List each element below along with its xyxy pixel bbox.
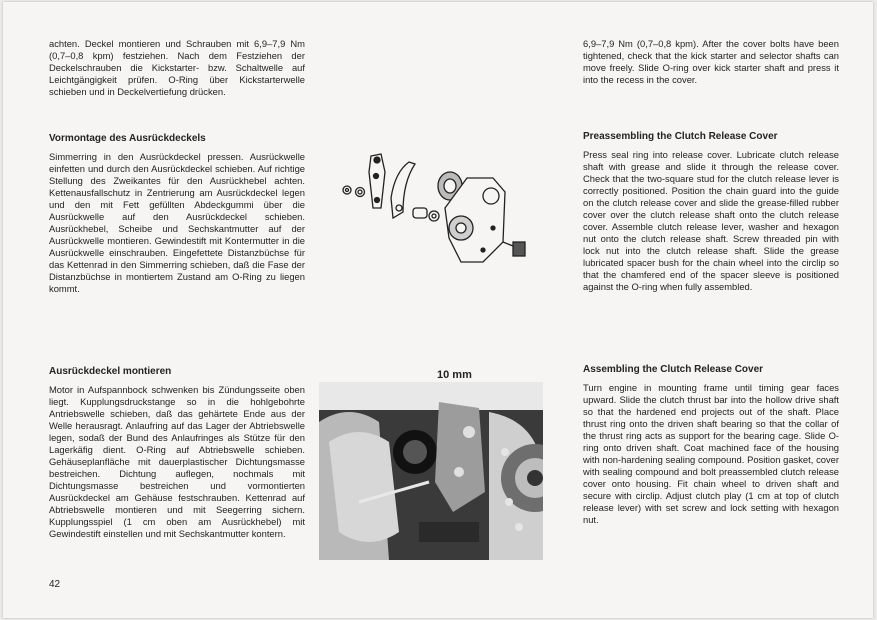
right-section-assembling	[583, 363, 839, 526]
left-intro	[49, 38, 305, 98]
right-section1-title: Preassembling the Clutch Release Cover	[583, 131, 778, 142]
left-section1-body: Simmerring in den Ausrückdeckel pressen. Ausrückwelle einfetten und durch den Ausrückdeckel schieben. Auf richtige Stellung des Zweikantes für den Ausrückhebel achten. Kettenausfallschutz in Zentrierung am Ausrückdeckel legen und den mit Fett gefüllten Abdeckgummi über die Ausrückwelle auf den Ausrückdeckel schieben. Ausrückhebel, Scheibe und Sechskantmutter auf der Ausrückwelle montieren. Gewindestift mit Kontermutter in die Ausrückwelle einschrauben. Eingefettete Distanzbüchse für das Kettenrad in den Simmerring schieben, daß die Fase der Distanzbüchse in montiertem Zustand am O-Ring zu liegen kommt.	[49, 151, 305, 294]
left-section1-title: Vormontage des Ausrückdeckels	[49, 133, 206, 144]
exploded-parts-illustration	[333, 142, 543, 272]
dimension-label: 10 mm	[437, 369, 472, 381]
left-section2-title: Ausrückdeckel montieren	[49, 366, 172, 377]
left-section2-body: Motor in Aufspannbock schwenken bis Zündungsseite oben liegt. Kupplungsdruckstange so in die hohlgebohrte Antriebswelle schieben, daß das gehärtete Ende aus der Welle herausragt. Anlaufring auf das Lager der Abtriebswelle legen, sodaß der Bund des Anlaufringes als Stütze für den Lagerkäfig dient. O-Ring auf Abtriebswelle schieben. Gehäuseplanfläche mit dauerplastischer Dichtungsmasse bestreichen. Dichtung auflegen, nochmals mit Dichtungsmasse bestreichen und vormontierten Ausrückdeckel am Gehäuse festschrauben. Kettenrad auf Abtriebswelle montieren und mit Seegerring sichern. Kupplungsspiel (1 cm oben am Ausrückhebel) mit Gewindestift einstellen und mit Sechskantmutter kontern.	[49, 384, 305, 539]
left-intro-text: achten. Deckel montieren und Schrauben mit 6,9–7,9 Nm (0,7–0,8 kpm) festziehen. Nach dem Festziehen der Deckelschrauben die Kickstarter- bzw. Schaltwelle auf Leichtgängigkeit prüfen. O-Ring über Kickstarterwelle schieben und in Deckelvertiefung drücken.	[49, 38, 305, 97]
page-number: 42	[49, 579, 61, 590]
right-section-preassembly	[583, 130, 839, 293]
left-section-mounting	[49, 365, 305, 540]
engine-assembly-photo	[319, 382, 543, 560]
right-section2-title: Assembling the Clutch Release Cover	[583, 364, 764, 375]
right-section2-body: Turn engine in mounting frame until timing gear faces upward. Slide the clutch thrust bar into the hollow drive shaft so that the hardened end projects out of the shaft. Place thrust ring onto the driven shaft bearing so that the collar of the thrust ring acts as support for the bearing cage. Slide O-ring onto driven shaft. Coat machined face of the housing with non-hardening sealing compound. Position gasket, cover with sealing compound and bolt preassembled clutch release cover onto housing. Fit chain wheel to driven shaft and secure with circlip. Adjust clutch play (1 cm at top of clutch release lever) with set screw and lock setting with hexagon nut.	[583, 382, 839, 525]
left-section-preassembly	[49, 132, 305, 295]
right-section1-body: Press seal ring into release cover. Lubricate clutch release shaft with grease and slide it through the release cover. Check that the two-square stud for the clutch release lever is correctly positioned. Position the chain guard into the guide on the clutch release cover and slide the grease-filled rubber cover over the clutch release shaft onto the clutch release cover. Assemble clutch release lever, washer and hexagon nut onto the clutch release shaft. Screw threaded pin with lock nut into the clutch release shaft. Slide the grease lubricated spacer bush for the chain wheel into the circlip so that the chamfered end of the spacer sleeve is positioned against the O-ring when fully assembled.	[583, 149, 839, 292]
right-intro	[583, 38, 839, 86]
right-intro-text: 6,9–7,9 Nm (0,7–0,8 kpm). After the cover bolts have been tightened, check that the kick starter and selector shafts can move freely. Slide O-ring over kick starter shaft and press it into the recess in the cover.	[583, 38, 839, 85]
manual-page	[3, 2, 873, 618]
